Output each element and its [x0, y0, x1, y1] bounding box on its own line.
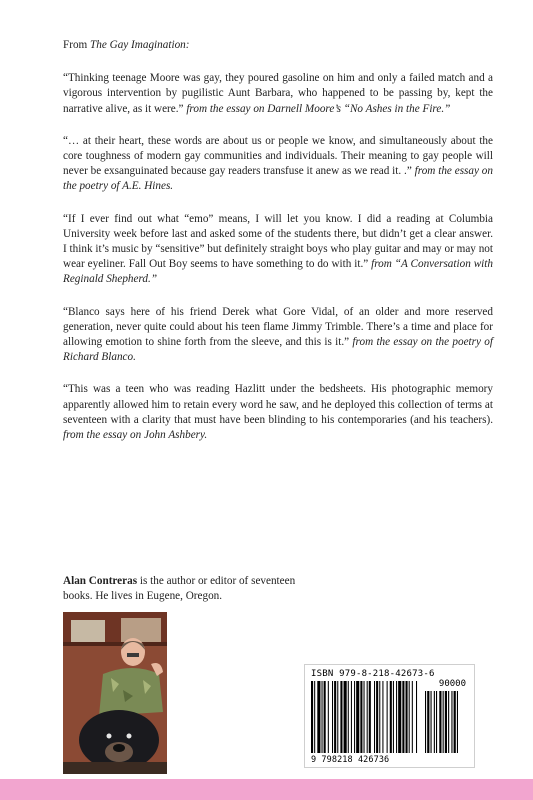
addon-bar	[457, 691, 458, 753]
barcode-bar	[406, 681, 408, 753]
barcode-bar	[396, 681, 397, 753]
addon-bar	[439, 691, 441, 753]
barcode-bar	[387, 681, 388, 753]
author-photo-illustration	[63, 612, 167, 774]
addon-bar	[425, 691, 426, 753]
barcode-bar	[311, 681, 313, 753]
barcode-bar	[317, 681, 320, 753]
book-title: The Gay Imagination:	[90, 39, 190, 51]
addon-bar	[454, 691, 456, 753]
isbn-barcode	[304, 664, 475, 768]
addon-bar	[427, 691, 429, 753]
quote-4: “Blanco says here of his friend Derek what Gore Vidal, of an older and more reserved generation, never quite could about his teen flame Jimmy Trimble. There’s a time and place for allowing emotion to shine forth from the sleeve, and this is it.” from the essay on the poetry of Richard Blanco.	[63, 305, 493, 364]
barcode-bar	[351, 681, 352, 753]
barcode-bar	[393, 681, 394, 753]
addon-bar	[448, 691, 449, 753]
barcode-bar	[354, 681, 355, 753]
addon-bar	[445, 691, 447, 753]
barcode-bar	[334, 681, 336, 753]
addon-bar	[451, 691, 452, 753]
barcode-digits: 9 798218 426736	[311, 755, 390, 765]
barcode-bar	[409, 681, 410, 753]
barcode-bar	[416, 681, 417, 753]
barcode-bar	[402, 681, 404, 753]
addon-bar	[434, 691, 435, 753]
barcode-bar	[348, 681, 349, 753]
barcode-bar	[332, 681, 333, 753]
barcode-bar	[324, 681, 326, 753]
barcode-bar	[376, 681, 378, 753]
barcode-bar	[340, 681, 342, 753]
author-bio: Alan Contreras is the author or editor of seventeen books. He lives in Eugene, Oregon.	[63, 575, 296, 602]
quote-1: “Thinking teenage Moore was gay, they poured gasoline on him and only a failed match and a vigorous intervention by pugilistic Aunt Barbara, who happened to be passing by, kept the narrative alive, as it were.” from the essay on Darnell Moore’s “No Ashes in the Fire.”	[63, 72, 493, 115]
price-code: 90000	[438, 679, 466, 689]
barcode-bar	[364, 681, 365, 753]
barcode-bar	[412, 681, 413, 753]
addon-bar	[431, 691, 432, 753]
isbn-label: ISBN 979-8-218-42673-6	[311, 669, 435, 679]
barcode-bar	[344, 681, 347, 753]
barcode-bar	[379, 681, 380, 753]
barcode-bar	[367, 681, 368, 753]
quote-3: “If I ever find out what “emo” means, I will let you know. I did a reading at Columbia University week before last and asked some of the students there, but didn’t get a clear answer. I think it’s music by “sensitive” but definitely straight boys who play guitar and may or may not wear eyeliner. Fall Out Boy seems to have something to do with it.” from “A Conversation with Reginald Shepherd.”	[63, 212, 493, 286]
blurb-block	[63, 38, 493, 460]
barcode-bar	[328, 681, 329, 753]
author-name: Alan Contreras	[63, 575, 138, 587]
quote-5: “This was a teen who was reading Hazlitt under the bedsheets. His photographic memory apparently allowed him to retain every word he saw, and he deployed this collection of terms at seventeen with a clarity that must have been blinding to his contemporaries (and his teachers). from the essay on John Ashbery.	[63, 383, 493, 442]
quote-2: “… at their heart, these words are about us or people we know, and simultaneously about the core toughness of modern gay communities and individuals. Their meaning to gay people will never be exsanguinated because gay readers transfuse it anew as we read it. .” from the essay on the poetry of A.E. Hines.	[63, 134, 493, 193]
barcode-bar	[360, 681, 362, 753]
barcode-bar	[337, 681, 338, 753]
addon-bar	[436, 691, 437, 753]
barcode-bar	[398, 681, 401, 753]
intro-line: From The Gay Imagination:	[63, 39, 190, 51]
bottom-color-band	[0, 779, 533, 800]
barcode-bar	[322, 681, 323, 753]
barcode-bar	[369, 681, 371, 753]
author-photo	[63, 612, 167, 774]
barcode-bar	[390, 681, 392, 753]
barcode-bar	[374, 681, 375, 753]
barcode-bars	[305, 665, 474, 767]
barcode-bar	[314, 681, 315, 753]
barcode-bar	[382, 681, 383, 753]
addon-bar	[443, 691, 444, 753]
barcode-bar	[356, 681, 359, 753]
